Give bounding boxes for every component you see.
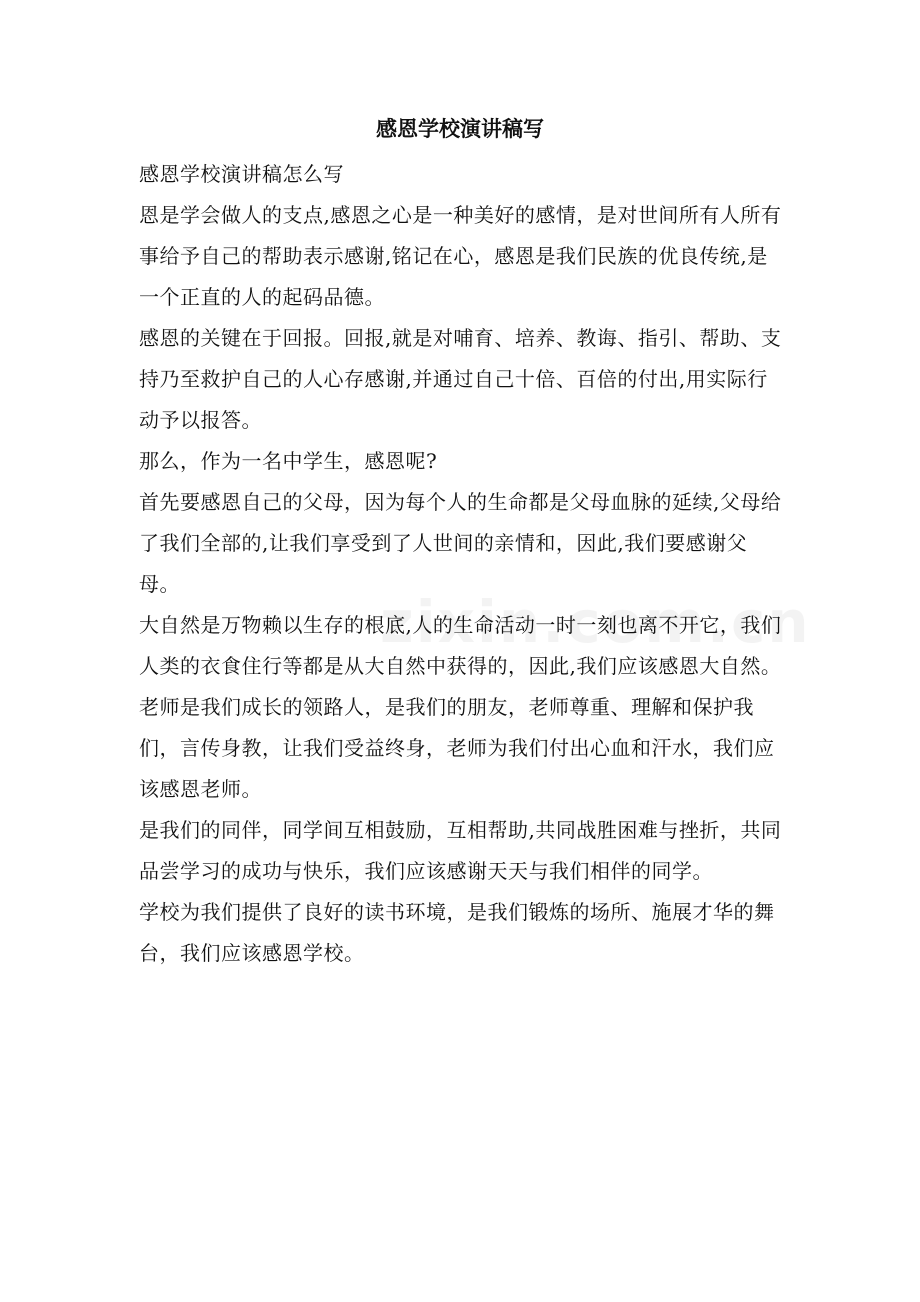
document-title: 感恩学校演讲稿写 <box>376 116 544 141</box>
paragraph: 老师是我们成长的领路人，是我们的朋友，老师尊重、理解和保护我们，言传身教，让我们受益终身，老师为我们付出心血和汗水，我们应该感恩老师。 <box>139 695 775 801</box>
document-body <box>139 154 787 974</box>
paragraph: 是我们的同伴，同学间互相鼓励，互相帮助,共同战胜困难与挫折，共同品尝学习的成功与快乐，我们应该感谢天天与我们相伴的同学。 <box>139 818 782 883</box>
paragraph: 大自然是万物赖以生存的根底,人的生命活动一时一刻也离不开它，我们人类的衣食住行等都是从大自然中获得的，因此,我们应该感恩大自然。 <box>139 613 782 678</box>
paragraph: 学校为我们提供了良好的读书环境，是我们锻炼的场所、施展才华的舞台，我们应该感恩学校。 <box>139 900 775 965</box>
paragraph: 感恩的关键在于回报。回报,就是对哺育、培养、教诲、指引、帮助、支持乃至救护自己的人心存感谢,并通过自己十倍、百倍的付出,用实际行动予以报答。 <box>139 326 782 432</box>
paragraph: 首先要感恩自己的父母，因为每个人的生命都是父母血脉的延续,父母给了我们全部的,让我们享受到了人世间的亲情和，因此,我们要感谢父母。 <box>139 490 782 596</box>
paragraph: 那么，作为一名中学生，感恩呢? <box>139 449 438 473</box>
paragraph-subtitle: 感恩学校演讲稿怎么写 <box>139 162 344 186</box>
paragraph: 恩是学会做人的支点,感恩之心是一种美好的感情，是对世间所有人所有事给予自己的帮助表示感谢,铭记在心，感恩是我们民族的优良传统,是一个正直的人的起码品德。 <box>139 203 782 309</box>
